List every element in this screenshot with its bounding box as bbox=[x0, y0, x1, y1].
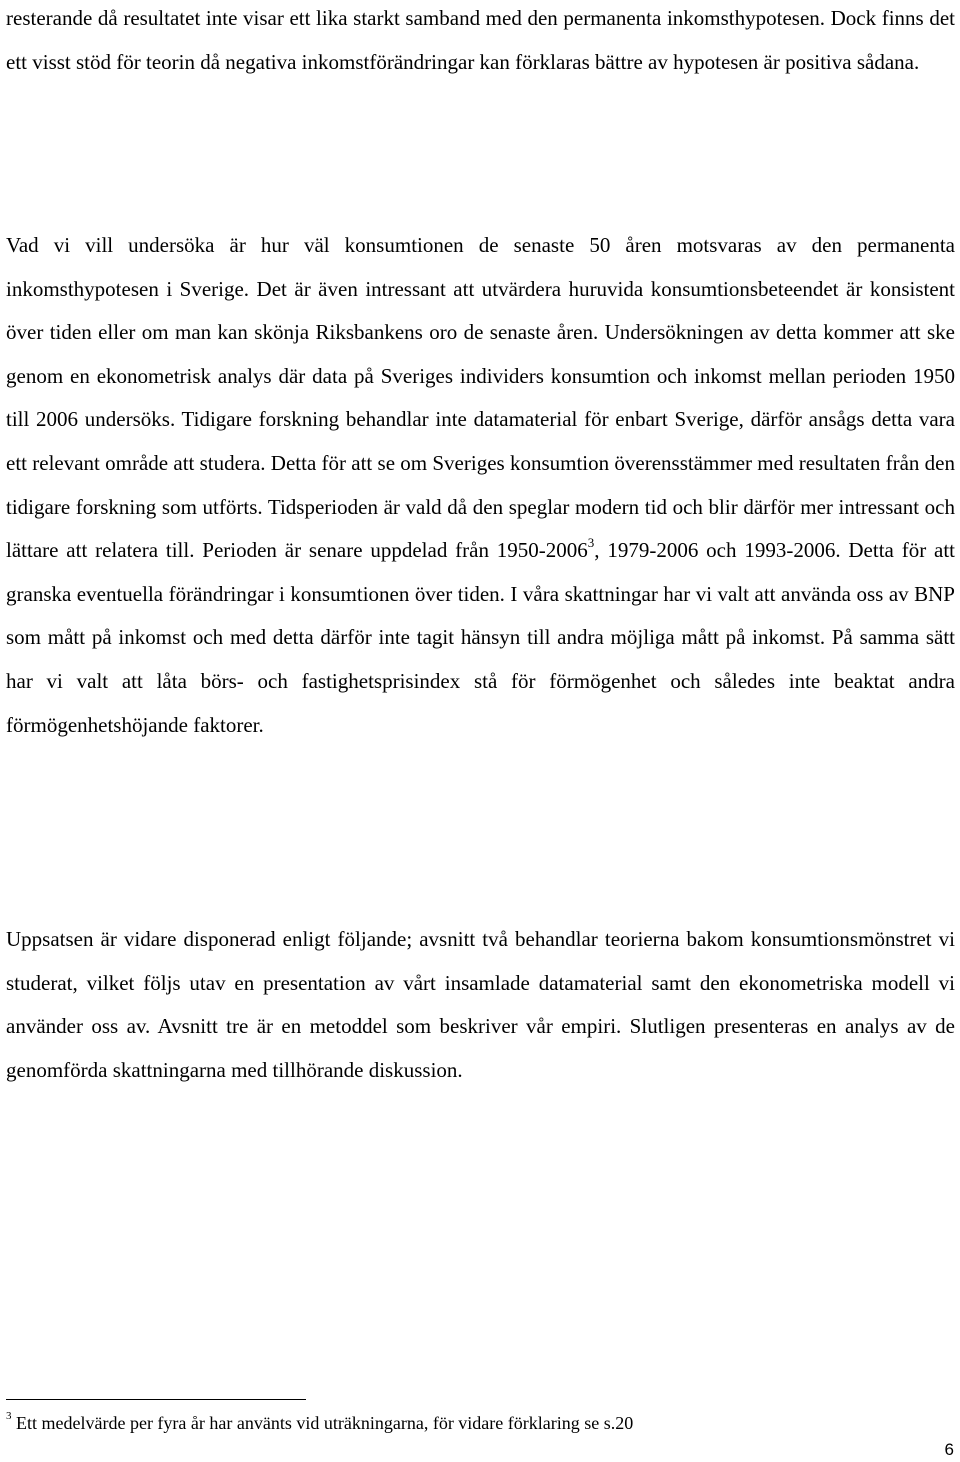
paragraph-research-aim bbox=[6, 224, 955, 747]
footnote-marker: 3 bbox=[6, 1410, 12, 1422]
footnote-text: Ett medelvärde per fyra år har använts vid uträkningarna, för vidare förklaring se s.20 bbox=[11, 1413, 634, 1433]
paragraph-text: Vad vi vill undersöka är hur väl konsumtionen de senaste 50 åren motsvaras av den permanenta inkomsthypotesen i Sverige. Det är även intressant att utvärdera huruvida konsumtionsbeteendet är konsistent över tiden eller om man kan skönja Riksbankens oro de senaste åren. Undersökningen av detta kommer att ske genom en ekonometrisk analys där data på Sveriges individers konsumtion och inkomst mellan perioden 1950 till 2006 undersöks. Tidigare forskning behandlar inte datamaterial för enbart Sverige, därför ansågs detta vara ett relevant område att studera. Detta för att se om Sveriges konsumtion överensstämmer med resultaten från den tidigare forskning som utförts. Tidsperioden är vald då den speglar modern tid och blir därför mer intressant och lättare att relatera till. Perioden är senare uppdelad från 1950-2006 bbox=[6, 233, 955, 563]
paragraph-outline bbox=[6, 918, 955, 1092]
footnote bbox=[6, 1412, 946, 1434]
paragraph-text: resterande då resultatet inte visar ett lika starkt samband med den permanenta inkomsthypotesen. Dock finns det ett visst stöd för teorin då negativa inkomstförändringar kan förklaras bättre av hypotesen är positiva sådana. bbox=[6, 6, 955, 74]
paragraph-intro-continuation bbox=[6, 0, 955, 84]
paragraph-text-continued: , 1979-2006 och 1993-2006. Detta för att granska eventuella förändringar i konsumtionen över tiden. I våra skattningar har vi valt att använda oss av BNP som mått på inkomst och med detta därför inte tagit hänsyn till andra möjliga mått på inkomst. På samma sätt har vi valt att låta börs- och fastighetsprisindex stå för förmögenhet och således inte beaktat andra förmögenhetshöjande faktorer. bbox=[6, 538, 955, 737]
footnote-reference: 3 bbox=[587, 535, 595, 551]
page-number: 6 bbox=[944, 1440, 954, 1459]
paragraph-text: Uppsatsen är vidare disponerad enligt följande; avsnitt två behandlar teorierna bakom konsumtionsmönstret vi studerat, vilket följs utav en presentation av vårt insamlade datamaterial samt den ekonometriska modell vi använder oss av. Avsnitt tre är en metoddel som beskriver vår empiri. Slutligen presenteras en analys av de genomförda skattningarna med tillhörande diskussion. bbox=[6, 927, 955, 1082]
footnote-separator bbox=[6, 1399, 306, 1400]
